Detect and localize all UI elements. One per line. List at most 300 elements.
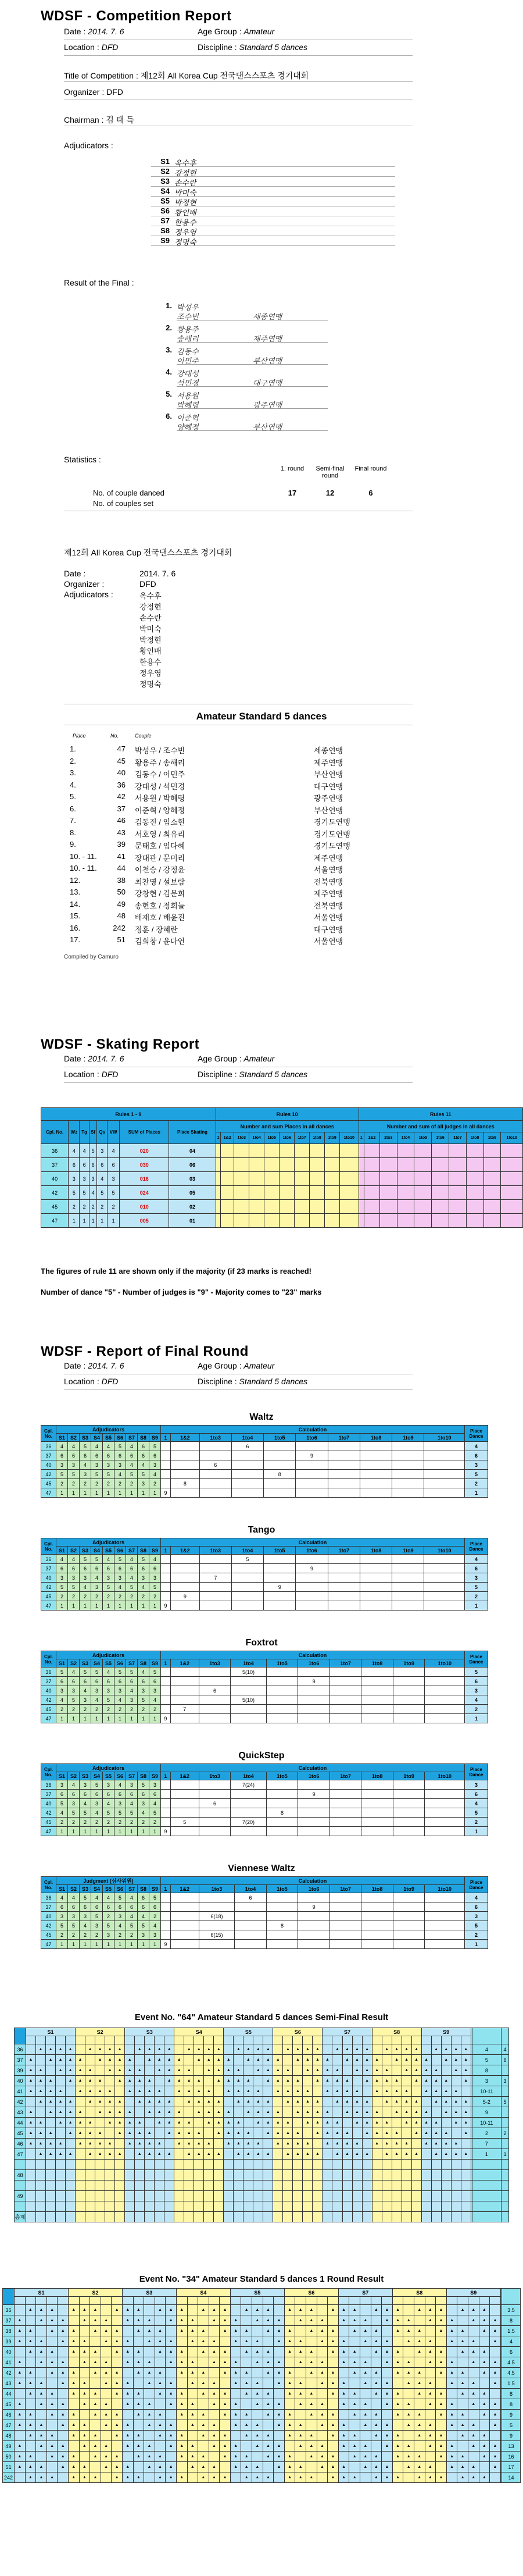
judge-mark: ▲ [317,2336,328,2347]
judge-mark: ▲ [382,2044,392,2055]
judge-mark [46,2180,56,2191]
judge-mark [411,2180,421,2191]
judge-mark [332,2212,342,2222]
judge-mark: ▲ [26,2065,36,2076]
judge-mark [479,2420,490,2431]
dance-row [41,1930,488,1940]
rule11-cell [501,1214,523,1228]
judge-header: S3 [80,1885,91,1893]
judge-mark [144,2472,155,2483]
rule10-cell [264,1172,280,1186]
calc-value [266,1818,298,1827]
judge-mark [209,2326,220,2336]
calc-col: 1 [161,1547,171,1555]
judge-mark: ▲ [155,2410,166,2420]
judge-mark [342,2201,352,2212]
rule11-cell [359,1186,364,1200]
semi-place: 10-11 [472,2118,501,2128]
judge-mark: ▲ [174,2055,184,2065]
final-place [501,2065,508,2076]
judge-mark [187,2347,198,2357]
judge-mark: ▲ [56,2139,66,2149]
calculation-header: Calculation [161,1764,465,1772]
dance-col [164,2036,174,2044]
judge-mark: 6 [91,1677,103,1686]
judge-mark: ▲ [414,2326,425,2336]
judge-mark: ▲ [214,2149,224,2160]
judge-mark [253,2191,263,2201]
judge-mark [125,2170,135,2180]
judge-mark [303,2180,313,2191]
judge-mark: ▲ [36,2065,46,2076]
judge-mark [338,2410,349,2420]
rule10-cell [264,1144,280,1158]
judge-mark: ▲ [135,2128,145,2139]
couple-number: 47 [15,2149,26,2160]
judge-mark [451,2201,461,2212]
judge-mark: 3 [114,1460,126,1470]
judge-mark [303,2128,313,2139]
judge-mark: 5 [80,1555,91,1564]
judge-header: S6 [114,1772,126,1780]
calc-value [425,1827,465,1836]
judge-mark [403,2305,414,2315]
calc-col: 1to6 [296,1434,328,1442]
judge-mark: ▲ [284,2378,295,2389]
calc-value [170,1714,199,1723]
rule10-cell [221,1158,234,1172]
judge-mark [135,2212,145,2222]
calc-value [393,1714,425,1723]
calc-col: 1to6 [280,1132,295,1144]
judge-mark: ▲ [392,2389,403,2399]
judge-mark: ▲ [155,2452,166,2462]
judge-mark: 5 [114,1555,126,1564]
rule10-cell [264,1200,280,1214]
judge-mark: 3 [126,1780,138,1790]
judge-mark [68,2399,79,2410]
judge-mark: ▲ [382,2357,393,2368]
judge-mark: ▲ [446,2368,457,2378]
rule10-cell [325,1186,340,1200]
judge-mark: 5 [149,1442,161,1451]
judge-mark [317,2431,328,2441]
calc-value [199,1705,231,1714]
rules-11-sub: Number and sum of all judges in all dances [359,1121,522,1132]
judge-mark: ▲ [362,2044,372,2055]
calc-value [329,1902,361,1912]
judge-mark: ▲ [392,2399,403,2410]
judge-mark: ▲ [209,2389,220,2399]
calc-value [161,1686,171,1695]
stat-value: 12 [325,489,335,497]
calc-value [199,1921,235,1930]
calc-col: 1to4 [235,1885,267,1893]
judge-mark: ▲ [263,2347,274,2357]
judge-mark: 6 [103,1790,114,1799]
judge-mark: ▲ [411,2076,421,2086]
judge-mark: ▲ [122,2357,133,2368]
judge-mark: ▲ [338,2420,349,2431]
judge-mark [135,2201,145,2212]
judge-mark [342,2180,352,2191]
judge-mark: ▲ [461,2055,471,2065]
judge-mark: ▲ [306,2441,317,2452]
judge-mark [441,2180,451,2191]
calc-value [298,1668,330,1677]
judge-mark: ▲ [46,2389,58,2399]
judge-mark [274,2431,285,2441]
judge-mark [372,2212,382,2222]
judge-mark: ▲ [425,2315,436,2326]
calc-value: 5(10) [231,1695,267,1705]
calc-value [425,1790,465,1799]
dance-col [332,2036,342,2044]
judge-mark [349,2336,360,2347]
judge-mark: ▲ [436,2357,447,2368]
judge-mark: ▲ [338,2378,349,2389]
judge-mark: ▲ [184,2118,194,2128]
rule10-cell [340,1172,359,1186]
judge-mark: ▲ [317,2326,328,2336]
rule11-cell [466,1214,483,1228]
skating-col-header: Qs [97,1121,108,1144]
calc-value [161,1930,171,1940]
judge-mark [46,2336,58,2347]
judge-mark [85,2055,95,2065]
judge-header: S1 [56,1772,68,1780]
judge-mark [273,2180,283,2191]
judge-mark: ▲ [204,2055,214,2065]
calc-value [264,1451,296,1460]
adjudicator-row [151,216,395,226]
judge-mark: 4 [68,1780,80,1790]
judge-mark: ▲ [209,2305,220,2315]
judge-mark [145,2212,155,2222]
divider [64,55,413,56]
couple-number: 42 [41,1921,56,1930]
judge-mark: ▲ [360,2452,371,2462]
judge-mark: 5 [91,1780,103,1790]
judge-mark [145,2180,155,2191]
judge-mark [402,2076,411,2086]
judge-mark [382,2170,392,2180]
judge-mark: 4 [68,1555,80,1564]
dance-col [214,2036,224,2044]
couple-number: 41 [3,2357,15,2368]
skating-note-2: Number of dance "5" - Number of judges is "9" - Majority comes to "23" marks [41,1288,322,1296]
calc-value [298,1808,330,1818]
rule10-cell [216,1186,220,1200]
judge-mark: 6 [103,1677,114,1686]
judge-mark: ▲ [283,2065,293,2076]
rule11-cell [483,1200,501,1214]
location-row [0,42,523,55]
dance-col [338,2297,349,2305]
dance-row [41,1564,488,1573]
result-place: 16. [70,923,81,932]
dance-place: 1 [465,1488,488,1498]
couple-number: 43 [3,2378,15,2389]
judge-mark [274,2305,285,2315]
rule11-cell [414,1172,432,1186]
judge-mark: ▲ [135,2086,145,2097]
judge-mark [451,2128,461,2139]
judge-mark: ▲ [382,2315,393,2326]
judge-mark [155,2399,166,2410]
judge-mark [176,2378,187,2389]
judge-mark: 5 [103,1695,114,1705]
judge-mark: 2 [138,1818,149,1827]
calc-value [392,1573,424,1583]
calc-col: 1to3 [199,1547,231,1555]
judge-mark: 1 [138,1601,149,1611]
dance-col [479,2297,490,2305]
judge-mark: ▲ [214,2107,224,2118]
rule10-cell [280,1144,295,1158]
calc-value [392,1442,424,1451]
dance-col [122,2297,133,2305]
calc-value [361,1902,393,1912]
judge-mark: 2 [68,1930,80,1940]
judge-mark [26,2170,36,2180]
calc-value [424,1488,465,1498]
judge-mark: 6 [138,1893,149,1902]
judge-mark: ▲ [328,2389,339,2399]
judge-mark: ▲ [66,2065,76,2076]
judge-mark: ▲ [490,2462,501,2472]
judge-mark: ▲ [145,2055,155,2065]
semi-row [15,2170,509,2180]
judge-mark: ▲ [403,2378,414,2389]
couple-number: 36 [41,1144,69,1158]
judge-mark [273,2170,283,2180]
judge-mark [468,2452,479,2462]
rules-10: Rules 10 [216,1108,359,1121]
calc-value [161,1479,171,1488]
dance-col [174,2036,184,2044]
result-club: 부산연맹 [314,770,343,779]
rule10-cell [340,1200,359,1214]
calc-value [296,1601,328,1611]
judge-mark: ▲ [349,2472,360,2483]
judge-mark [446,2305,457,2315]
judge-mark: ▲ [306,2399,317,2410]
judge-mark: ▲ [105,2107,115,2118]
date-value: 2014. 7. 6 [88,1054,124,1063]
judge-mark [204,2128,214,2139]
judge-mark [204,2180,214,2191]
judge-mark: ▲ [352,2118,362,2128]
judge-mark: ▲ [338,2305,349,2315]
judge-mark: ▲ [283,2128,293,2139]
couple-number [15,2201,26,2212]
judge-mark: ▲ [293,2139,303,2149]
judge-mark: ▲ [349,2315,360,2326]
judge-group-header: S5 [230,2289,284,2297]
semi-place [472,2160,501,2170]
judge-mark: ▲ [145,2107,155,2118]
calc-value [393,1686,425,1695]
rule11-cell [432,1186,449,1200]
judge-mark [402,2212,411,2222]
dance-place: 3 [80,1172,89,1186]
judge-mark: ▲ [105,2118,115,2128]
semi-final-title: Event No. "64" Amateur Standard 5 dances Semi-Final Result [134,2012,389,2022]
final-place [501,2160,508,2170]
judge-mark: ▲ [66,2097,76,2107]
judge-mark [446,2347,457,2357]
judge-mark [411,2086,421,2097]
judge-mark [306,2420,317,2431]
judge-header: S3 [80,1772,91,1780]
judge-mark: 4 [138,1460,149,1470]
judge-mark: ▲ [155,2065,164,2076]
judge-mark: ▲ [382,2097,392,2107]
judge-mark: ▲ [155,2462,166,2472]
calc-value [361,1677,393,1686]
judge-mark [204,2170,214,2180]
judge-mark: 1 [80,1827,91,1836]
judge-mark: ▲ [220,2472,231,2483]
judge-mark [252,2452,263,2462]
judge-mark [214,2086,224,2097]
judge-mark: ▲ [274,2326,285,2336]
judge-mark: ▲ [332,2086,342,2097]
skating-header-row [41,1108,523,1121]
result-place: 10. - 11. [70,851,97,861]
judge-mark: ▲ [402,2139,411,2149]
judge-mark [392,2118,402,2128]
calc-value [296,1488,328,1498]
judge-mark [85,2107,95,2118]
calc-value [170,1921,199,1930]
dance-col [342,2036,352,2044]
calc-value [266,1705,298,1714]
couple-number: 42 [41,1695,56,1705]
judge-mark: 5 [80,1668,91,1677]
judge-mark: 6 [114,1564,126,1573]
final-place: 5 [501,2097,508,2107]
judge-mark: ▲ [360,2315,371,2326]
judge-mark [284,2315,295,2326]
calc-value [424,1555,465,1564]
judge-mark [323,2212,332,2222]
judge-mark: ▲ [166,2431,177,2441]
judge-mark [352,2191,362,2201]
result-number: 38 [117,875,126,885]
judge-mark [446,2472,457,2483]
calc-value [393,1940,425,1949]
judge-mark: ▲ [468,2462,479,2472]
judge-mark [112,2441,123,2452]
result-number: 49 [117,899,126,908]
calc-value [296,1583,328,1592]
calc-value [424,1592,465,1601]
judge-header: S6 [114,1885,126,1893]
result-place: 9. [70,840,76,849]
judge-mark [293,2160,303,2170]
judge-mark [224,2180,234,2191]
calc-value [161,1573,171,1583]
judge-mark [144,2347,155,2357]
calc-value [329,1893,361,1902]
judge-mark [101,2347,112,2357]
divider [177,364,328,365]
judge-mark: ▲ [468,2347,479,2357]
calc-value [361,1695,393,1705]
judge-mark: ▲ [15,2315,26,2326]
judge-mark [313,2170,323,2180]
calc-col: 1 [161,1772,171,1780]
judge-mark: ▲ [431,2076,441,2086]
judge-mark: ▲ [66,2107,76,2118]
judge-mark: ▲ [263,2357,274,2368]
calc-col: 1to6 [298,1885,330,1893]
judge-mark: ▲ [122,2420,133,2431]
judge-mark [332,2191,342,2201]
judge-mark [295,2410,306,2420]
judge-mark: ▲ [230,2315,241,2326]
judge-mark: 1 [56,1827,68,1836]
judge-mark: ▲ [457,2431,468,2441]
judge-mark: ▲ [328,2368,339,2378]
rule11-cell [432,1158,449,1172]
rule10-cell [264,1214,280,1228]
judge-mark [90,2336,101,2347]
judge-mark: ▲ [241,2472,252,2483]
rule11-cell [449,1186,467,1200]
result-club: 제주연맹 [314,889,343,898]
dance-place: 4 [465,1442,488,1451]
judge-mark [204,2191,214,2201]
judge-mark: ▲ [317,2420,328,2431]
judge-mark: ▲ [155,2097,164,2107]
calc-value [170,1799,199,1808]
judge-mark: ▲ [382,2139,392,2149]
judge-mark: ▲ [273,2065,283,2076]
dance-title: Tango [248,1525,275,1535]
judge-mark: ▲ [230,2452,241,2462]
judge-mark: 6 [80,1790,91,1799]
rule10-cell [325,1158,340,1172]
judge-mark [293,2180,303,2191]
judge-mark: 1 [68,1714,80,1723]
judge-mark [209,2410,220,2420]
stat-column-header: 1. round [280,465,305,472]
judge-mark: 3 [149,1573,161,1583]
judge-mark: 6 [126,1902,138,1912]
result-number: 43 [117,828,126,837]
judge-mark: ▲ [58,2441,69,2452]
judge-mark [66,2212,76,2222]
dance-col [79,2297,90,2305]
judge-mark: ▲ [411,2065,421,2076]
judge-mark: ▲ [372,2139,382,2149]
judge-mark [36,2212,46,2222]
judge-mark [241,2441,252,2452]
judge-mark: 4 [56,1555,68,1564]
couple-number: 47 [3,2420,15,2431]
judge-mark: 5 [126,1668,138,1677]
couple-number: 45 [41,1592,56,1601]
dance-place: 3 [108,1172,120,1186]
dance-col [125,2036,135,2044]
dance-row [41,1470,488,1479]
judge-mark: 5 [68,1808,80,1818]
judge-mark [263,2420,274,2431]
judge-mark: ▲ [46,2086,56,2097]
